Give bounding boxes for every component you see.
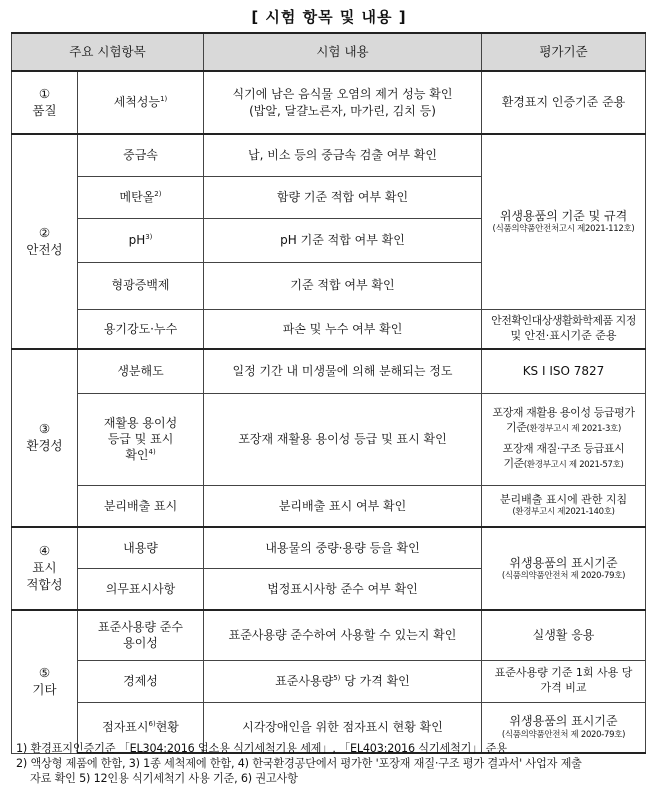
- criteria-reference: (식품의약품안전처 제 2020-79호): [501, 729, 626, 740]
- category-labeling: [12, 527, 78, 610]
- item-label: pH: [128, 232, 146, 247]
- item-label: 재활용 용이성: [103, 415, 178, 430]
- criteria-cell: [482, 134, 646, 309]
- item-cell: [78, 393, 204, 485]
- table-row: [12, 393, 646, 485]
- content-cell: pH 기준 적합 여부 확인: [204, 218, 482, 262]
- criteria-reference: (환경부고시 제 2021-3호): [526, 424, 621, 435]
- content-cell: 분리배출 표시 여부 확인: [204, 485, 482, 527]
- table-row: [12, 349, 646, 393]
- criteria-text: 가격 비교: [540, 681, 587, 694]
- item-cell: [78, 176, 204, 218]
- header-criteria: 평가기준: [482, 33, 646, 71]
- category-name: 표시: [32, 560, 57, 576]
- item-label: 점자표시: [102, 720, 149, 735]
- item-label: 등급 및 표시: [107, 431, 174, 446]
- category-number: ④: [38, 543, 51, 559]
- item-cell: 용기강도·누수: [78, 309, 204, 349]
- table-row: [12, 309, 646, 349]
- footnotes: [16, 741, 646, 786]
- content-cell: 기준 적합 여부 확인: [204, 262, 482, 309]
- content-cell: 내용물의 중량·용량 등을 확인: [204, 527, 482, 568]
- item-cell: 분리배출 표시: [78, 485, 204, 527]
- item-label: 세척성능: [113, 95, 161, 110]
- content-cell: 파손 및 누수 여부 확인: [204, 309, 482, 349]
- item-cell: [78, 610, 204, 660]
- criteria-cell: [482, 309, 646, 349]
- category-environment: [12, 349, 78, 527]
- content-cell: [204, 71, 482, 134]
- content-text: 식기에 남은 음식물 오염의 제거 성능 확인: [232, 87, 453, 102]
- item-cell: 형광증백제: [78, 262, 204, 309]
- item-cell: 생분해도: [78, 349, 204, 393]
- footnote-ref: 6): [148, 720, 156, 729]
- item-label: 표준사용량 준수: [98, 620, 183, 635]
- criteria-cell: 환경표지 인증기준 준용: [482, 71, 646, 134]
- criteria-cell: [482, 660, 646, 702]
- criteria-text: 분리배출 표시에 관한 지침: [499, 492, 628, 506]
- criteria-cell: 실생활 응용: [482, 610, 646, 660]
- footnote-ref: 5): [333, 673, 341, 682]
- category-name: 기타: [32, 681, 57, 697]
- criteria-text: 위생용품의 기준 및 규격: [499, 208, 628, 223]
- category-name: 환경성: [26, 438, 63, 453]
- criteria-cell: [482, 527, 646, 610]
- criteria-reference: (환경부고시 제 2021-57호): [523, 459, 624, 470]
- content-cell: 일정 기간 내 미생물에 의해 분해되는 정도: [204, 349, 482, 393]
- content-cell: 표준사용량 준수하여 사용할 수 있는지 확인: [204, 610, 482, 660]
- footnote-ref: 1): [160, 95, 168, 104]
- footnote-ref: 4): [148, 448, 156, 457]
- header-item: 주요 시험항목: [12, 33, 204, 71]
- item-label: 확인: [125, 448, 149, 463]
- category-quality: [12, 71, 78, 134]
- criteria-text: 표준사용량 기준 1회 사용 당: [494, 666, 633, 680]
- table-row: [12, 134, 646, 176]
- criteria-text: 포장재 재활용 용이성 등급평가: [492, 406, 635, 420]
- page-title: [ 시험 항목 및 내용 ]: [251, 8, 407, 26]
- content-text: 당 가격 확인: [340, 673, 410, 688]
- category-name: 적합성: [26, 576, 63, 592]
- criteria-text: 기준: [503, 456, 524, 470]
- table-row: [12, 660, 646, 702]
- content-cell: [204, 660, 482, 702]
- category-name: 안전성: [26, 241, 63, 257]
- criteria-cell: [482, 485, 646, 527]
- criteria-reference: (식품의약품안전처고시 제2021-112호): [492, 224, 635, 235]
- item-cell: [78, 71, 204, 134]
- item-cell: 내용량: [78, 527, 204, 568]
- table-row: [12, 527, 646, 568]
- footnote-line: 2) 액상형 제품에 한함, 3) 1종 세척제에 한함, 4) 한국환경공단에서 평가한 '포장재 재질·구조 평가 결과서' 사업자 제출: [16, 757, 582, 770]
- category-safety: [12, 134, 78, 349]
- content-cell: 포장재 재활용 용이성 등급 및 표시 확인: [204, 393, 482, 485]
- table-header-row: [12, 33, 646, 71]
- category-number: ②: [38, 224, 51, 240]
- category-name: 품질: [32, 102, 57, 118]
- criteria-cell: KS I ISO 7827: [482, 349, 646, 393]
- criteria-text: 및 안전·표시기준 준용: [510, 328, 617, 342]
- content-text: (밥알, 달걀노른자, 마가린, 김치 등): [249, 103, 436, 118]
- header-content: 시험 내용: [204, 33, 482, 71]
- criteria-text: 기준: [506, 421, 527, 435]
- content-text: 표준사용량: [275, 673, 334, 688]
- table-row: [12, 71, 646, 134]
- item-cell: [78, 218, 204, 262]
- table-row: [12, 610, 646, 660]
- item-cell: 경제성: [78, 660, 204, 702]
- item-label: 메탄올: [119, 189, 155, 204]
- content-cell: 납, 비소 등의 중금속 검출 여부 확인: [204, 134, 482, 176]
- content-cell: 시각장애인을 위한 점자표시 현황 확인: [204, 702, 482, 753]
- criteria-cell: [482, 393, 646, 485]
- footnote-ref: 2): [154, 189, 162, 198]
- item-cell: 중금속: [78, 134, 204, 176]
- criteria-reference: (식품의약품안전처 제 2020-79호): [501, 570, 626, 581]
- category-number: ⑤: [38, 664, 51, 680]
- item-label: 현황: [155, 720, 179, 735]
- item-cell: 의무표시사항: [78, 568, 204, 610]
- criteria-text: 위생용품의 표시기준: [509, 714, 618, 729]
- criteria-text: 포장재 재질·구조 등급표시: [502, 442, 625, 455]
- table-row: [12, 485, 646, 527]
- category-number: ③: [38, 421, 51, 437]
- criteria-reference: (환경부고시 제2021-140호): [512, 507, 615, 518]
- category-other: [12, 610, 78, 753]
- footnote-line: 1) 환경표지인증기준 「EL304:2016 업소용 식기세척기용 세제」, 「EL403:2016 식기세척기」 준용: [16, 742, 507, 755]
- content-cell: 함량 기준 적합 여부 확인: [204, 176, 482, 218]
- footnote-line: 자료 확인 5) 12인용 식기세척기 사용 기준, 6) 권고사항: [30, 772, 298, 785]
- content-cell: 법정표시사항 준수 여부 확인: [204, 568, 482, 610]
- item-label: 용이성: [123, 636, 158, 651]
- test-items-table: [11, 32, 646, 754]
- category-number: ①: [38, 85, 51, 101]
- criteria-text: 위생용품의 표시기준: [509, 555, 618, 570]
- criteria-text: 안전확인대상생활화학제품 지정: [491, 313, 636, 327]
- footnote-ref: 3): [145, 232, 153, 241]
